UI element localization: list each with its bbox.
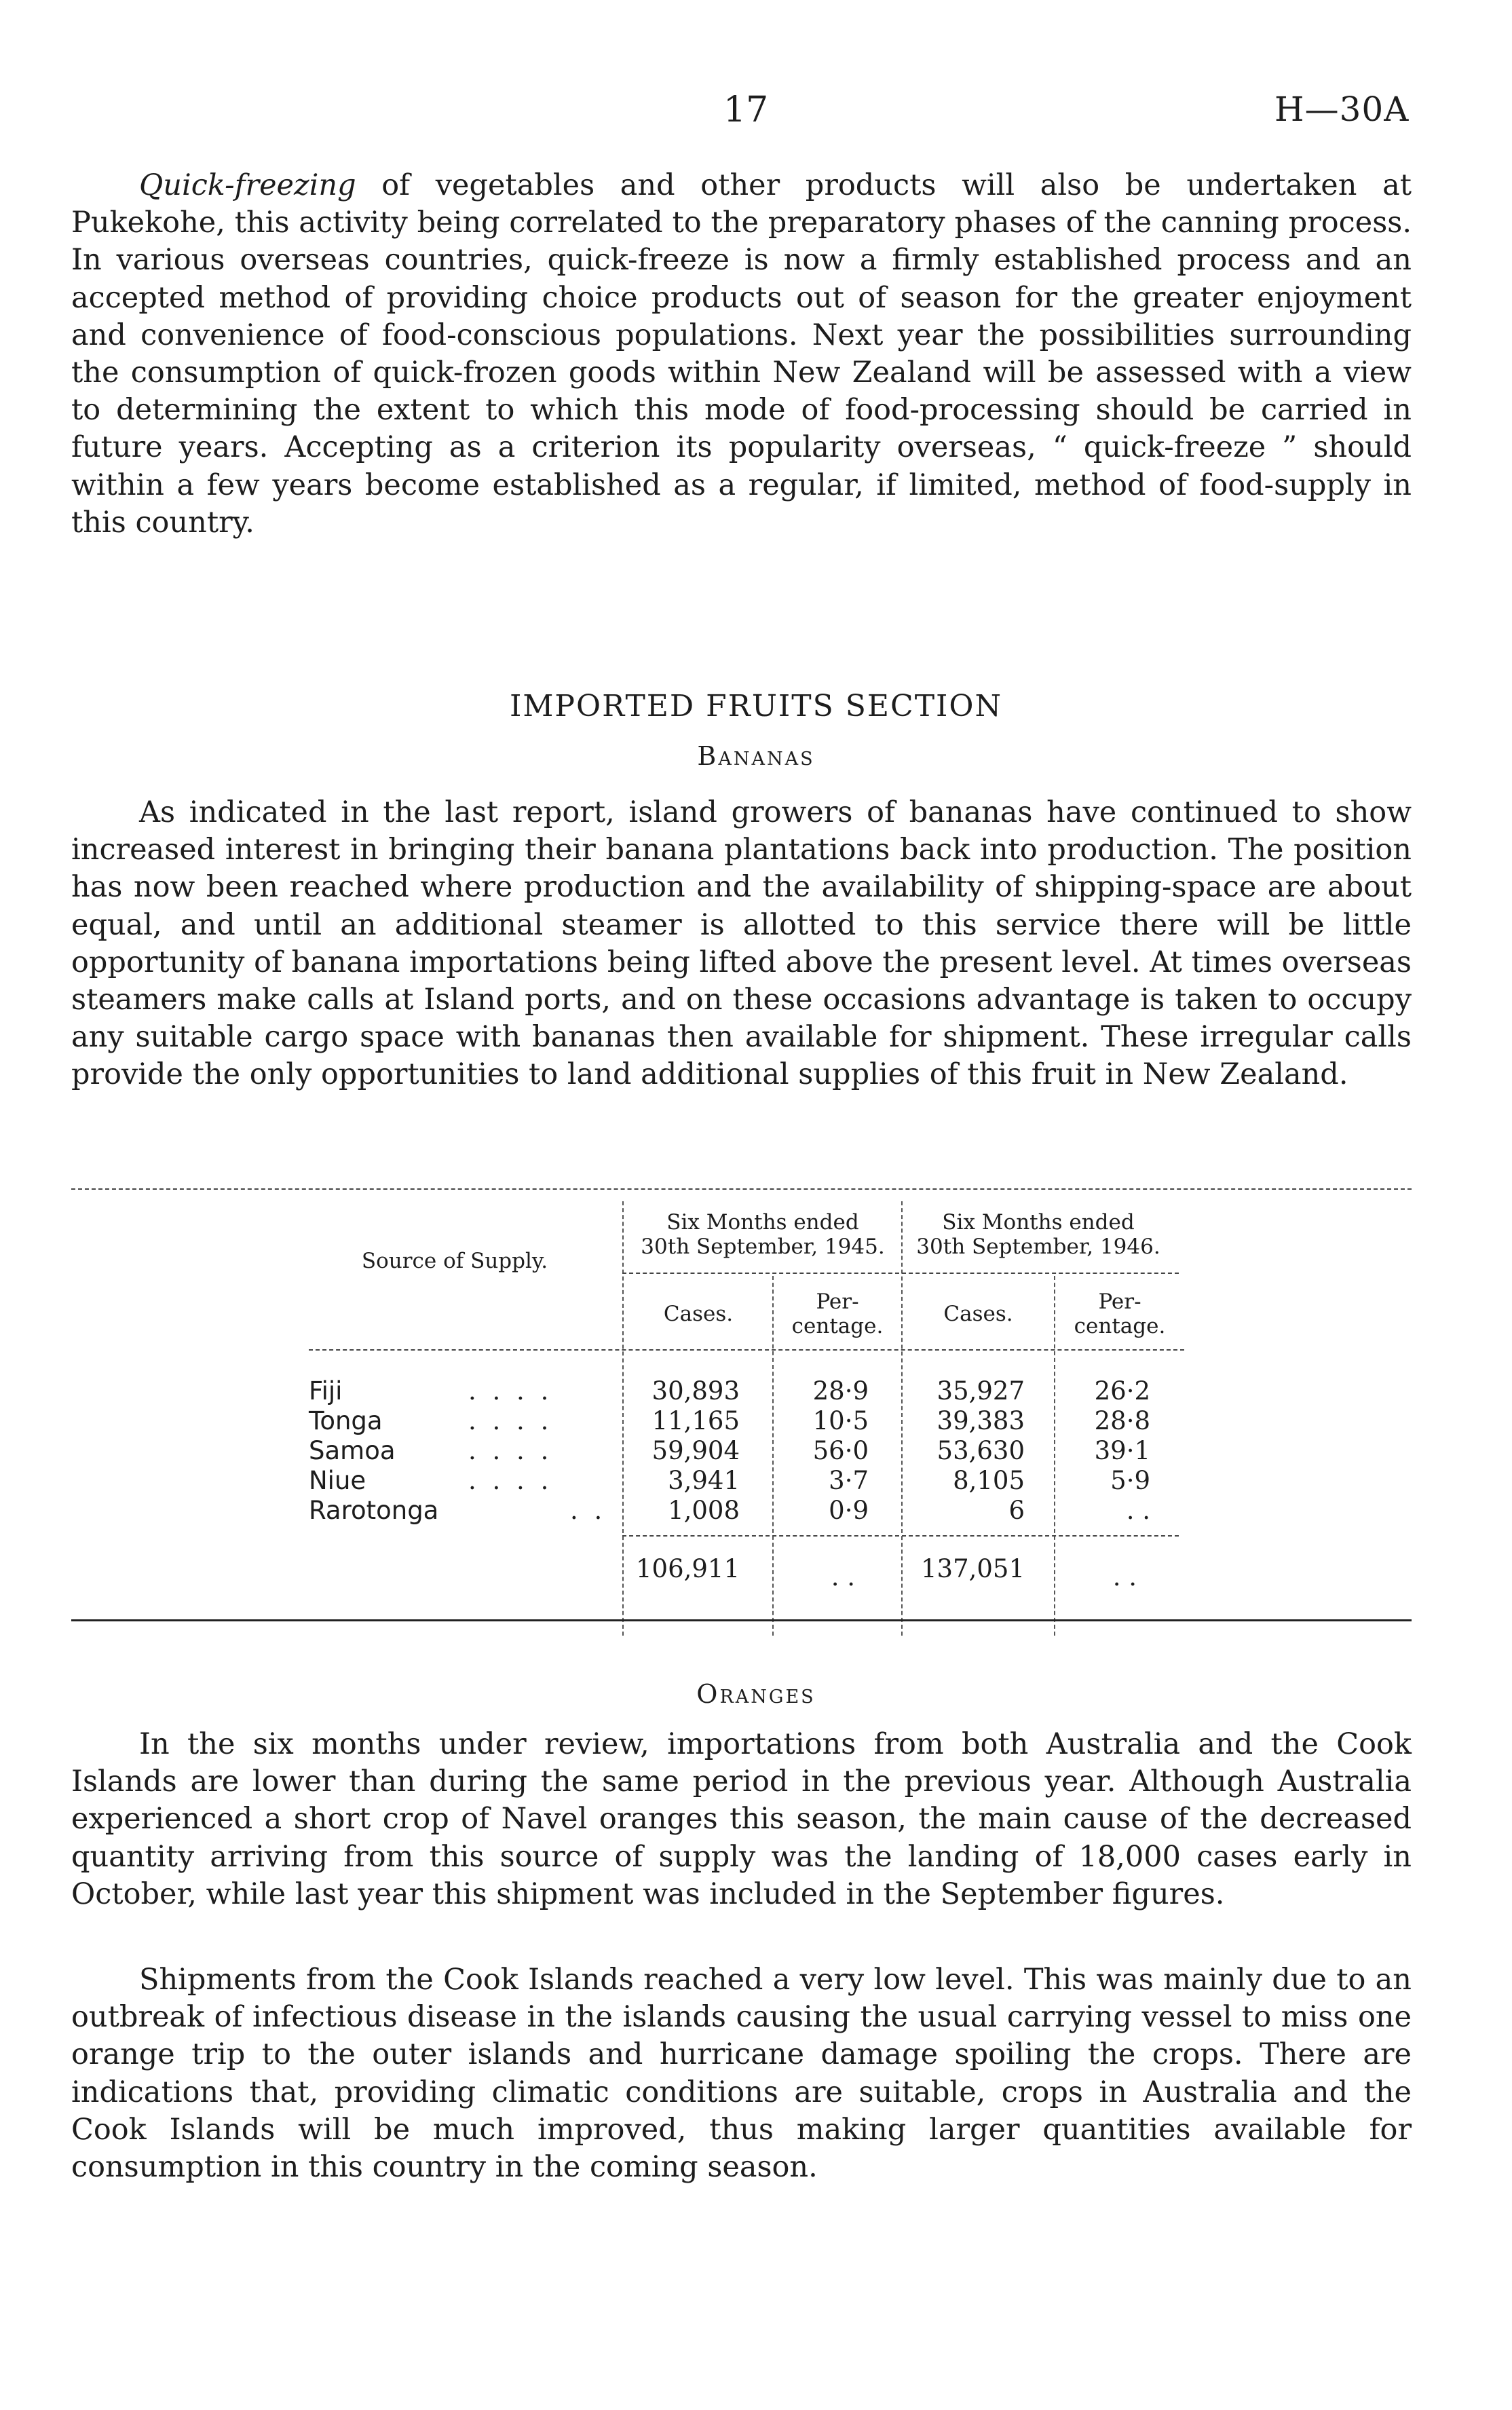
total-pct-1945: . .: [831, 1562, 855, 1592]
table-divider: [622, 1201, 624, 1636]
total-pct-1946: . .: [1112, 1562, 1137, 1592]
section-title: IMPORTED FRUITS SECTION: [509, 689, 1003, 723]
cases-1946-header: Cases.: [943, 1302, 1013, 1326]
pct-1945-header: [774, 1289, 901, 1338]
row-cases-1945: 3,941: [668, 1466, 740, 1495]
table-top-rule: [71, 1188, 1412, 1190]
intro-lead-term: Quick-freezing: [139, 168, 356, 202]
oranges-paragraph-1: In the six months under review, importations from both Australia and the Cook Islands are lower than during the same period in the previous year. Although Australia experienced a short crop of Navel oranges this season, the main cause of the decreased quantity arriving from this source of supply was the landing of 18,000 cases early in October, while last year this shipment was included in the September figures.: [71, 1727, 1412, 1911]
row-pct-1946: 26·2: [1094, 1376, 1150, 1406]
oranges-heading: Oranges: [696, 1679, 816, 1709]
table-bottom-rule: [71, 1619, 1412, 1621]
document-reference: H—30A: [1274, 90, 1410, 129]
row-pct-1945: 10·5: [812, 1406, 869, 1435]
row-pct-1946: . .: [1126, 1496, 1150, 1525]
row-pct-1946: 39·1: [1094, 1436, 1150, 1465]
row-pct-1945: 3·7: [829, 1466, 869, 1495]
intro-paragraph: [71, 167, 1412, 542]
totals-rule: [622, 1535, 1179, 1537]
period-1945-header: [624, 1210, 901, 1259]
period-1946-line2: 30th September, 1946.: [916, 1235, 1160, 1259]
row-cases-1946: 6: [1008, 1496, 1025, 1525]
oranges-paragraph-2: Shipments from the Cook Islands reached a very low level. This was mainly due to an outbreak of infectious disease in the islands causing the usual carrying vessel to miss one orange trip to the outer islands and hurricane damage spoiling the crops. There are indications that, providing climatic conditions are suitable, crops in Australia and the Cook Islands will be much improved, thus making larger quantities available for consumption in this country in the coming season.: [71, 1963, 1412, 2185]
bananas-heading: Bananas: [697, 741, 815, 771]
header-bottom-rule: [309, 1349, 1184, 1351]
row-leader: . . . .: [468, 1406, 553, 1435]
pct-1946-line1: Per-: [1098, 1289, 1141, 1314]
pct-1946-header: [1055, 1289, 1184, 1338]
row-source: Fiji: [309, 1376, 343, 1406]
row-cases-1946: 53,630: [937, 1436, 1025, 1465]
row-pct-1945: 56·0: [812, 1436, 869, 1465]
source-header: Source of Supply.: [361, 1249, 548, 1273]
row-source: Niue: [309, 1466, 366, 1495]
row-cases-1945: 11,165: [651, 1406, 740, 1435]
row-leader: . . . .: [468, 1436, 553, 1465]
total-cases-1945: 106,911: [635, 1554, 740, 1583]
row-leader: . . . .: [468, 1376, 553, 1406]
row-pct-1946: 28·8: [1094, 1406, 1150, 1435]
row-leader: . . . .: [468, 1466, 553, 1495]
period-1946-line1: Six Months ended: [942, 1210, 1135, 1235]
page-number: 17: [723, 90, 769, 130]
row-source: Tonga: [309, 1406, 383, 1435]
pct-1946-line2: centage.: [1074, 1314, 1166, 1338]
pct-1945-line1: Per-: [816, 1289, 859, 1314]
period-1945-line1: Six Months ended: [666, 1210, 859, 1235]
total-cases-1946: 137,051: [920, 1554, 1025, 1583]
row-cases-1945: 30,893: [651, 1376, 740, 1406]
intro-text: of vegetables and other products will also be undertaken at Pukekohe, this activity being correlated to the preparatory phases of the canning process. In various overseas countries, quick-freeze is now a firmly established process and an accepted method of providing choice products out of season for the greater enjoyment and convenience of food-conscious populations. Next year the possibilities surrounding the consumption of quick-frozen goods within New Zealand will be assessed with a view to determining the extent to which this mode of food-processing should be carried in future years. Accepting as a criterion its popularity overseas, “ quick-freeze ” should within a few years become established as a regular, if limited, method of food-supply in this country.: [71, 168, 1412, 540]
row-pct-1945: 28·9: [812, 1376, 869, 1406]
period-1946-header: [903, 1210, 1174, 1259]
header-sub-rule: [622, 1273, 1179, 1274]
row-cases-1945: 1,008: [668, 1496, 740, 1525]
row-pct-1945: 0·9: [829, 1496, 869, 1525]
row-cases-1946: 8,105: [953, 1466, 1025, 1495]
row-pct-1946: 5·9: [1110, 1466, 1150, 1495]
row-source: Rarotonga: [309, 1496, 439, 1525]
row-cases-1946: 39,383: [937, 1406, 1025, 1435]
period-1945-line2: 30th September, 1945.: [641, 1235, 885, 1259]
row-cases-1945: 59,904: [651, 1436, 740, 1465]
row-source: Samoa: [309, 1436, 396, 1465]
pct-1945-line2: centage.: [791, 1314, 884, 1338]
row-cases-1946: 35,927: [937, 1376, 1025, 1406]
cases-1945-header: Cases.: [663, 1302, 734, 1326]
bananas-paragraph: As indicated in the last report, island growers of bananas have continued to show increased interest in bringing their banana plantations back into production. The position has now been reached where production and the availability of shipping-space are about equal, and until an additional steamer is allotted to this service there will be little opportunity of banana importations being lifted above the present level. At times overseas steamers make calls at Island ports, and on these occasions advantage is taken to occupy any suitable cargo space with bananas then available for shipment. These irregular calls provide the only opportunities to land additional supplies of this fruit in New Zealand.: [71, 795, 1412, 1092]
row-leader: . .: [570, 1496, 607, 1525]
